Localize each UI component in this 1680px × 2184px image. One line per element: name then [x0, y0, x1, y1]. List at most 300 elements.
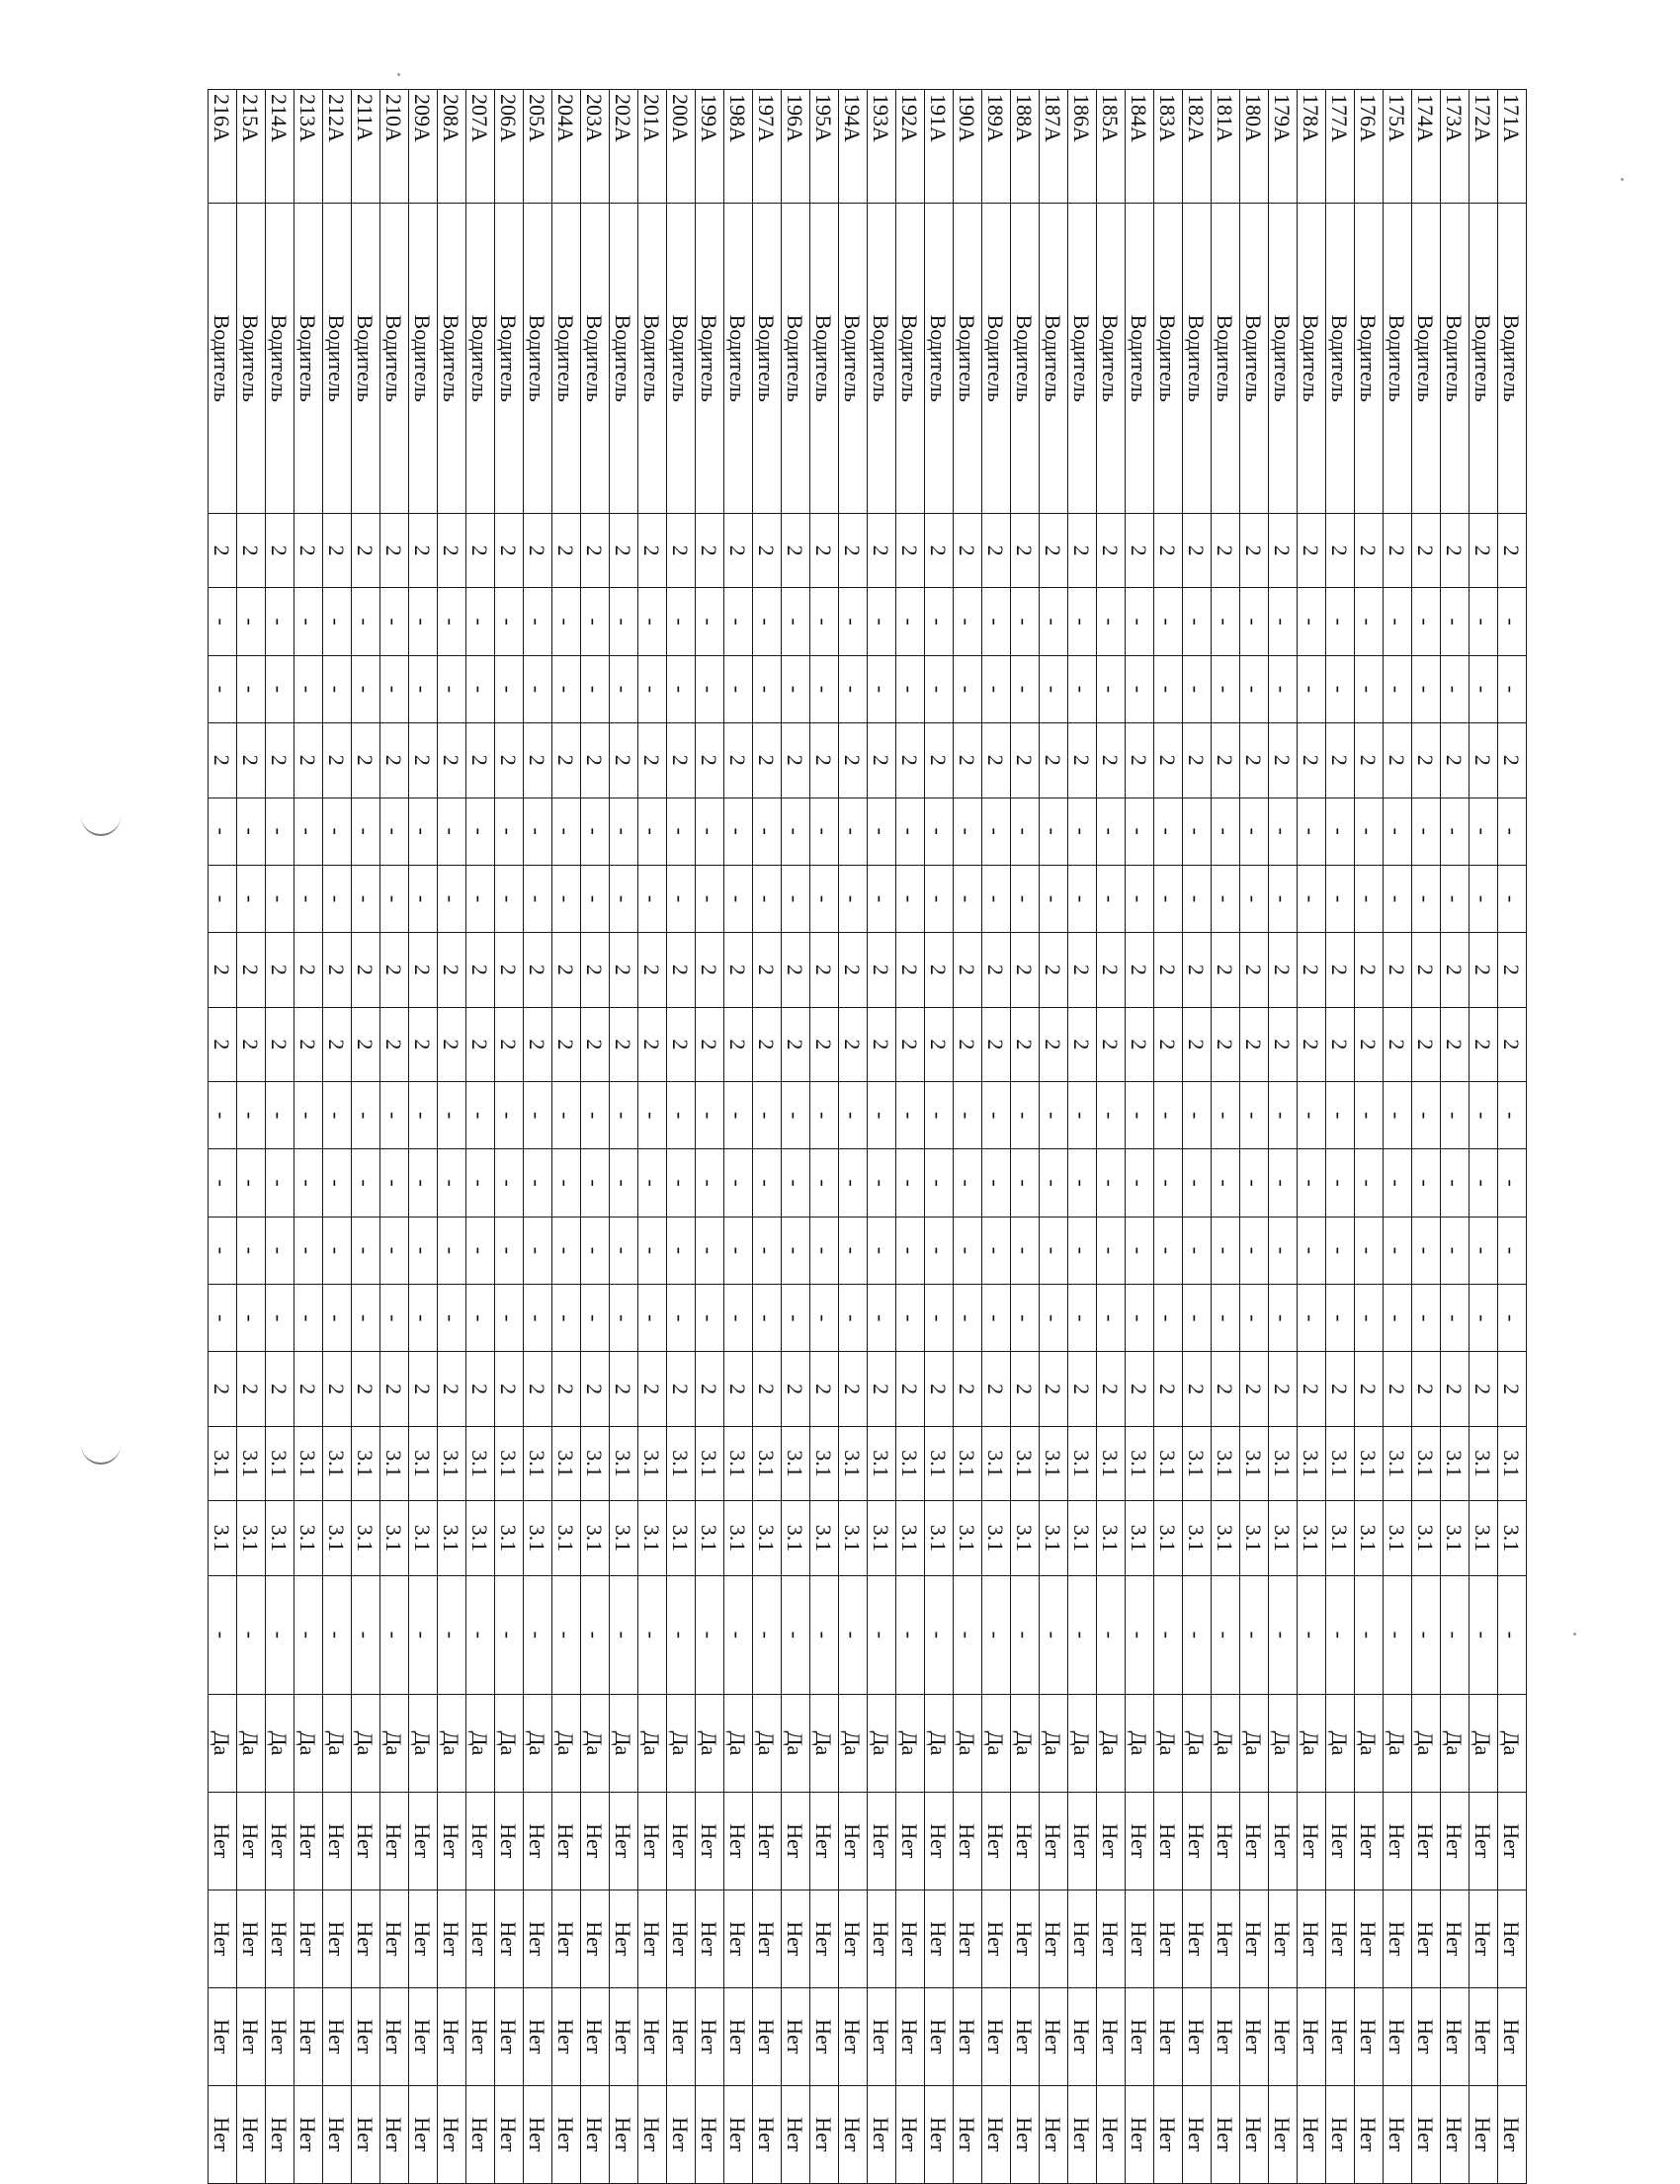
cell-c4: -	[982, 588, 1011, 655]
cell-c3: 2	[1154, 513, 1183, 587]
cell-c9: 2	[266, 933, 294, 1007]
cell-c21: Нет	[1154, 1890, 1183, 1987]
cell-c15: 2	[1183, 1352, 1212, 1426]
cell-c7: -	[466, 798, 495, 865]
cell-c3: 2	[982, 513, 1011, 587]
cell-c10: 2	[896, 1007, 925, 1081]
cell-c23: Нет	[1412, 2085, 1441, 2183]
cell-c19: Да	[839, 1694, 868, 1792]
cell-c3: 2	[782, 513, 810, 587]
cell-c13: -	[896, 1217, 925, 1284]
cell-c16: 3.1	[1384, 1426, 1412, 1500]
table-row	[810, 90, 839, 2184]
cell-c17: 3.1	[868, 1501, 896, 1575]
cell-c5: -	[868, 655, 896, 722]
cell-c13: -	[1412, 1217, 1441, 1284]
cell-position: Водитель	[552, 204, 581, 513]
cell-c15: 2	[1470, 1352, 1498, 1426]
cell-c6: 2	[1183, 723, 1212, 798]
cell-c13: -	[466, 1217, 495, 1284]
cell-job-id: 195A	[810, 90, 839, 204]
cell-job-id: 209A	[409, 90, 438, 204]
cell-c13: -	[323, 1217, 352, 1284]
cell-c17: 3.1	[1269, 1501, 1298, 1575]
cell-position: Водитель	[839, 204, 868, 513]
cell-c5: -	[209, 655, 237, 722]
cell-c16: 3.1	[524, 1426, 552, 1500]
cell-c23: Нет	[896, 2085, 925, 2183]
cell-c12: -	[982, 1149, 1011, 1217]
table-row	[896, 90, 925, 2184]
cell-c20: Нет	[638, 1792, 667, 1890]
cell-c22: Нет	[982, 1987, 1011, 2085]
cell-c18: -	[438, 1575, 466, 1694]
cell-c5: -	[1097, 655, 1126, 722]
cell-job-id: 216A	[209, 90, 237, 204]
cell-c7: -	[352, 798, 380, 865]
cell-c4: -	[209, 588, 237, 655]
cell-c20: Нет	[1068, 1792, 1097, 1890]
cell-c17: 3.1	[495, 1501, 524, 1575]
table-row	[982, 90, 1011, 2184]
cell-c15: 2	[1126, 1352, 1154, 1426]
cell-c18: -	[667, 1575, 696, 1694]
cell-c9: 2	[237, 933, 266, 1007]
cell-c18: -	[1326, 1575, 1355, 1694]
cell-c9: 2	[352, 933, 380, 1007]
cell-c20: Нет	[524, 1792, 552, 1890]
cell-c8: -	[638, 865, 667, 932]
cell-c22: Нет	[1183, 1987, 1212, 2085]
cell-c15: 2	[1355, 1352, 1384, 1426]
cell-c3: 2	[380, 513, 409, 587]
cell-c9: 2	[466, 933, 495, 1007]
cell-c22: Нет	[466, 1987, 495, 2085]
table-row	[352, 90, 380, 2184]
cell-c21: Нет	[1355, 1890, 1384, 1987]
cell-c3: 2	[667, 513, 696, 587]
cell-c14: -	[438, 1285, 466, 1352]
cell-c17: 3.1	[294, 1501, 323, 1575]
cell-c12: -	[1011, 1149, 1040, 1217]
cell-c13: -	[1498, 1217, 1527, 1284]
cell-c21: Нет	[982, 1890, 1011, 1987]
cell-c22: Нет	[1240, 1987, 1269, 2085]
cell-c3: 2	[438, 513, 466, 587]
cell-job-id: 200A	[667, 90, 696, 204]
cell-c8: -	[982, 865, 1011, 932]
cell-c22: Нет	[209, 1987, 237, 2085]
cell-position: Водитель	[1040, 204, 1068, 513]
cell-c10: 2	[1298, 1007, 1326, 1081]
cell-c5: -	[925, 655, 954, 722]
cell-c18: -	[982, 1575, 1011, 1694]
table-row	[466, 90, 495, 2184]
cell-c11: -	[782, 1082, 810, 1149]
cell-c21: Нет	[868, 1890, 896, 1987]
cell-c15: 2	[1498, 1352, 1527, 1426]
cell-c20: Нет	[1326, 1792, 1355, 1890]
cell-c5: -	[667, 655, 696, 722]
cell-c14: -	[266, 1285, 294, 1352]
cell-c22: Нет	[380, 1987, 409, 2085]
cell-c21: Нет	[782, 1890, 810, 1987]
cell-c14: -	[466, 1285, 495, 1352]
cell-c21: Нет	[1212, 1890, 1240, 1987]
table-row	[1498, 90, 1527, 2184]
cell-c12: -	[1355, 1149, 1384, 1217]
cell-c10: 2	[1355, 1007, 1384, 1081]
cell-c18: -	[1384, 1575, 1412, 1694]
cell-c22: Нет	[1355, 1987, 1384, 2085]
cell-job-id: 184A	[1126, 90, 1154, 204]
cell-c16: 3.1	[209, 1426, 237, 1500]
cell-c22: Нет	[323, 1987, 352, 2085]
cell-c15: 2	[1384, 1352, 1412, 1426]
cell-c19: Да	[209, 1694, 237, 1792]
table-row	[323, 90, 352, 2184]
cell-c11: -	[1097, 1082, 1126, 1149]
cell-c17: 3.1	[1126, 1501, 1154, 1575]
cell-c13: -	[266, 1217, 294, 1284]
cell-c20: Нет	[552, 1792, 581, 1890]
cell-c23: Нет	[438, 2085, 466, 2183]
table-row	[1355, 90, 1384, 2184]
cell-c6: 2	[524, 723, 552, 798]
cell-c10: 2	[294, 1007, 323, 1081]
cell-job-id: 182A	[1183, 90, 1212, 204]
cell-c14: -	[753, 1285, 782, 1352]
cell-c12: -	[1154, 1149, 1183, 1217]
cell-c3: 2	[868, 513, 896, 587]
cell-c5: -	[610, 655, 638, 722]
cell-c19: Да	[581, 1694, 610, 1792]
cell-c20: Нет	[1212, 1792, 1240, 1890]
cell-c5: -	[1126, 655, 1154, 722]
cell-c23: Нет	[352, 2085, 380, 2183]
cell-c22: Нет	[1384, 1987, 1412, 2085]
cell-c16: 3.1	[352, 1426, 380, 1500]
cell-c20: Нет	[1097, 1792, 1126, 1890]
cell-c23: Нет	[294, 2085, 323, 2183]
cell-c19: Да	[696, 1694, 724, 1792]
cell-c16: 3.1	[1470, 1426, 1498, 1500]
cell-c3: 2	[1326, 513, 1355, 587]
cell-c7: -	[1269, 798, 1298, 865]
cell-c20: Нет	[209, 1792, 237, 1890]
cell-c16: 3.1	[610, 1426, 638, 1500]
cell-job-id: 207A	[466, 90, 495, 204]
cell-c20: Нет	[1298, 1792, 1326, 1890]
cell-c9: 2	[638, 933, 667, 1007]
cell-c19: Да	[1412, 1694, 1441, 1792]
cell-c17: 3.1	[409, 1501, 438, 1575]
cell-c23: Нет	[552, 2085, 581, 2183]
cell-position: Водитель	[352, 204, 380, 513]
cell-c3: 2	[1412, 513, 1441, 587]
cell-c8: -	[753, 865, 782, 932]
cell-c13: -	[209, 1217, 237, 1284]
cell-c8: -	[1470, 865, 1498, 932]
cell-position: Водитель	[237, 204, 266, 513]
cell-c20: Нет	[581, 1792, 610, 1890]
table-row	[753, 90, 782, 2184]
cell-c14: -	[638, 1285, 667, 1352]
cell-c5: -	[782, 655, 810, 722]
cell-c4: -	[1154, 588, 1183, 655]
cell-c20: Нет	[839, 1792, 868, 1890]
cell-c9: 2	[782, 933, 810, 1007]
cell-job-id: 214A	[266, 90, 294, 204]
cell-c4: -	[1097, 588, 1126, 655]
cell-c8: -	[581, 865, 610, 932]
cell-c10: 2	[409, 1007, 438, 1081]
cell-c15: 2	[438, 1352, 466, 1426]
cell-c14: -	[1269, 1285, 1298, 1352]
cell-c22: Нет	[1154, 1987, 1183, 2085]
cell-c13: -	[495, 1217, 524, 1284]
table-row	[1240, 90, 1269, 2184]
cell-c4: -	[1470, 588, 1498, 655]
cell-c16: 3.1	[810, 1426, 839, 1500]
cell-c10: 2	[380, 1007, 409, 1081]
cell-c7: -	[1212, 798, 1240, 865]
cell-c7: -	[1011, 798, 1040, 865]
cell-c10: 2	[1097, 1007, 1126, 1081]
cell-c8: -	[1126, 865, 1154, 932]
cell-c8: -	[839, 865, 868, 932]
cell-job-id: 212A	[323, 90, 352, 204]
cell-c4: -	[782, 588, 810, 655]
cell-c19: Да	[1212, 1694, 1240, 1792]
cell-c20: Нет	[810, 1792, 839, 1890]
cell-c3: 2	[209, 513, 237, 587]
scan-speck	[1621, 178, 1624, 181]
cell-c18: -	[696, 1575, 724, 1694]
cell-c14: -	[1498, 1285, 1527, 1352]
cell-c10: 2	[1068, 1007, 1097, 1081]
cell-c12: -	[925, 1149, 954, 1217]
cell-c5: -	[1384, 655, 1412, 722]
cell-c5: -	[294, 655, 323, 722]
cell-c9: 2	[552, 933, 581, 1007]
cell-c13: -	[1355, 1217, 1384, 1284]
cell-job-id: 193A	[868, 90, 896, 204]
cell-c13: -	[409, 1217, 438, 1284]
cell-c17: 3.1	[839, 1501, 868, 1575]
cell-c6: 2	[1441, 723, 1470, 798]
cell-c8: -	[323, 865, 352, 932]
cell-c22: Нет	[1441, 1987, 1470, 2085]
cell-c20: Нет	[1240, 1792, 1269, 1890]
cell-job-id: 206A	[495, 90, 524, 204]
cell-c10: 2	[954, 1007, 982, 1081]
cell-c11: -	[1126, 1082, 1154, 1149]
cell-job-id: 186A	[1068, 90, 1097, 204]
cell-c12: -	[638, 1149, 667, 1217]
cell-c7: -	[209, 798, 237, 865]
cell-c18: -	[1040, 1575, 1068, 1694]
cell-c8: -	[438, 865, 466, 932]
cell-c9: 2	[1326, 933, 1355, 1007]
cell-c16: 3.1	[696, 1426, 724, 1500]
cell-c11: -	[323, 1082, 352, 1149]
cell-c8: -	[1040, 865, 1068, 932]
cell-c21: Нет	[1441, 1890, 1470, 1987]
cell-c21: Нет	[925, 1890, 954, 1987]
cell-c6: 2	[495, 723, 524, 798]
cell-c11: -	[438, 1082, 466, 1149]
cell-c13: -	[724, 1217, 753, 1284]
rotated-table-wrapper	[163, 89, 1527, 2184]
cell-c9: 2	[495, 933, 524, 1007]
cell-c11: -	[925, 1082, 954, 1149]
cell-c10: 2	[1212, 1007, 1240, 1081]
cell-c17: 3.1	[1326, 1501, 1355, 1575]
cell-c8: -	[266, 865, 294, 932]
cell-c5: -	[1326, 655, 1355, 722]
cell-c16: 3.1	[667, 1426, 696, 1500]
cell-c23: Нет	[1068, 2085, 1097, 2183]
table-row	[294, 90, 323, 2184]
cell-c8: -	[1441, 865, 1470, 932]
cell-c4: -	[380, 588, 409, 655]
table-row	[495, 90, 524, 2184]
cell-c5: -	[552, 655, 581, 722]
cell-c17: 3.1	[552, 1501, 581, 1575]
cell-c11: -	[466, 1082, 495, 1149]
cell-job-id: 213A	[294, 90, 323, 204]
cell-c23: Нет	[667, 2085, 696, 2183]
cell-c19: Да	[868, 1694, 896, 1792]
cell-c15: 2	[610, 1352, 638, 1426]
cell-c18: -	[753, 1575, 782, 1694]
cell-c13: -	[1212, 1217, 1240, 1284]
cell-c22: Нет	[1298, 1987, 1326, 2085]
cell-c21: Нет	[1269, 1890, 1298, 1987]
cell-job-id: 180A	[1240, 90, 1269, 204]
cell-c11: -	[1068, 1082, 1097, 1149]
cell-c13: -	[868, 1217, 896, 1284]
cell-c6: 2	[552, 723, 581, 798]
cell-c19: Да	[409, 1694, 438, 1792]
cell-c8: -	[1498, 865, 1527, 932]
cell-c12: -	[1441, 1149, 1470, 1217]
cell-c11: -	[1298, 1082, 1326, 1149]
cell-c16: 3.1	[1183, 1426, 1212, 1500]
cell-c7: -	[1470, 798, 1498, 865]
cell-c23: Нет	[1326, 2085, 1355, 2183]
cell-c9: 2	[1441, 933, 1470, 1007]
cell-c8: -	[954, 865, 982, 932]
cell-c20: Нет	[1412, 1792, 1441, 1890]
cell-c16: 3.1	[237, 1426, 266, 1500]
cell-c13: -	[696, 1217, 724, 1284]
cell-c6: 2	[1212, 723, 1240, 798]
cell-c21: Нет	[638, 1890, 667, 1987]
cell-position: Водитель	[1011, 204, 1040, 513]
cell-c18: -	[810, 1575, 839, 1694]
cell-c10: 2	[868, 1007, 896, 1081]
cell-c3: 2	[552, 513, 581, 587]
cell-c21: Нет	[1097, 1890, 1126, 1987]
cell-c10: 2	[610, 1007, 638, 1081]
cell-c9: 2	[696, 933, 724, 1007]
cell-c23: Нет	[1212, 2085, 1240, 2183]
cell-c8: -	[1240, 865, 1269, 932]
cell-c20: Нет	[294, 1792, 323, 1890]
cell-c6: 2	[1240, 723, 1269, 798]
cell-c10: 2	[323, 1007, 352, 1081]
cell-c14: -	[925, 1285, 954, 1352]
cell-c20: Нет	[466, 1792, 495, 1890]
cell-c16: 3.1	[409, 1426, 438, 1500]
cell-c16: 3.1	[1097, 1426, 1126, 1500]
cell-c19: Да	[753, 1694, 782, 1792]
cell-c15: 2	[1298, 1352, 1326, 1426]
cell-c21: Нет	[954, 1890, 982, 1987]
cell-c4: -	[925, 588, 954, 655]
cell-c17: 3.1	[1040, 1501, 1068, 1575]
cell-job-id: 203A	[581, 90, 610, 204]
cell-c21: Нет	[810, 1890, 839, 1987]
cell-c10: 2	[524, 1007, 552, 1081]
cell-c13: -	[610, 1217, 638, 1284]
cell-c6: 2	[1097, 723, 1126, 798]
cell-c21: Нет	[1326, 1890, 1355, 1987]
cell-c7: -	[266, 798, 294, 865]
cell-c16: 3.1	[1326, 1426, 1355, 1500]
cell-c14: -	[1183, 1285, 1212, 1352]
cell-c5: -	[724, 655, 753, 722]
cell-c8: -	[810, 865, 839, 932]
cell-c5: -	[352, 655, 380, 722]
cell-c5: -	[1412, 655, 1441, 722]
cell-c22: Нет	[1011, 1987, 1040, 2085]
cell-c13: -	[1040, 1217, 1068, 1284]
cell-c9: 2	[1498, 933, 1527, 1007]
cell-c11: -	[724, 1082, 753, 1149]
cell-position: Водитель	[294, 204, 323, 513]
cell-c3: 2	[1240, 513, 1269, 587]
cell-c21: Нет	[581, 1890, 610, 1987]
cell-position: Водитель	[782, 204, 810, 513]
cell-c16: 3.1	[1412, 1426, 1441, 1500]
cell-c4: -	[896, 588, 925, 655]
cell-c17: 3.1	[782, 1501, 810, 1575]
cell-c17: 3.1	[810, 1501, 839, 1575]
cell-job-id: 198A	[724, 90, 753, 204]
cell-c18: -	[1011, 1575, 1040, 1694]
cell-c22: Нет	[810, 1987, 839, 2085]
cell-c4: -	[810, 588, 839, 655]
cell-c18: -	[782, 1575, 810, 1694]
cell-c21: Нет	[1011, 1890, 1040, 1987]
cell-job-id: 215A	[237, 90, 266, 204]
cell-c23: Нет	[524, 2085, 552, 2183]
cell-c8: -	[1154, 865, 1183, 932]
cell-c22: Нет	[610, 1987, 638, 2085]
cell-c13: -	[1441, 1217, 1470, 1284]
cell-c23: Нет	[1269, 2085, 1298, 2183]
cell-position: Водитель	[1154, 204, 1183, 513]
cell-job-id: 194A	[839, 90, 868, 204]
table-row	[724, 90, 753, 2184]
cell-c20: Нет	[982, 1792, 1011, 1890]
cell-c15: 2	[954, 1352, 982, 1426]
cell-position: Водитель	[209, 204, 237, 513]
cell-c17: 3.1	[753, 1501, 782, 1575]
